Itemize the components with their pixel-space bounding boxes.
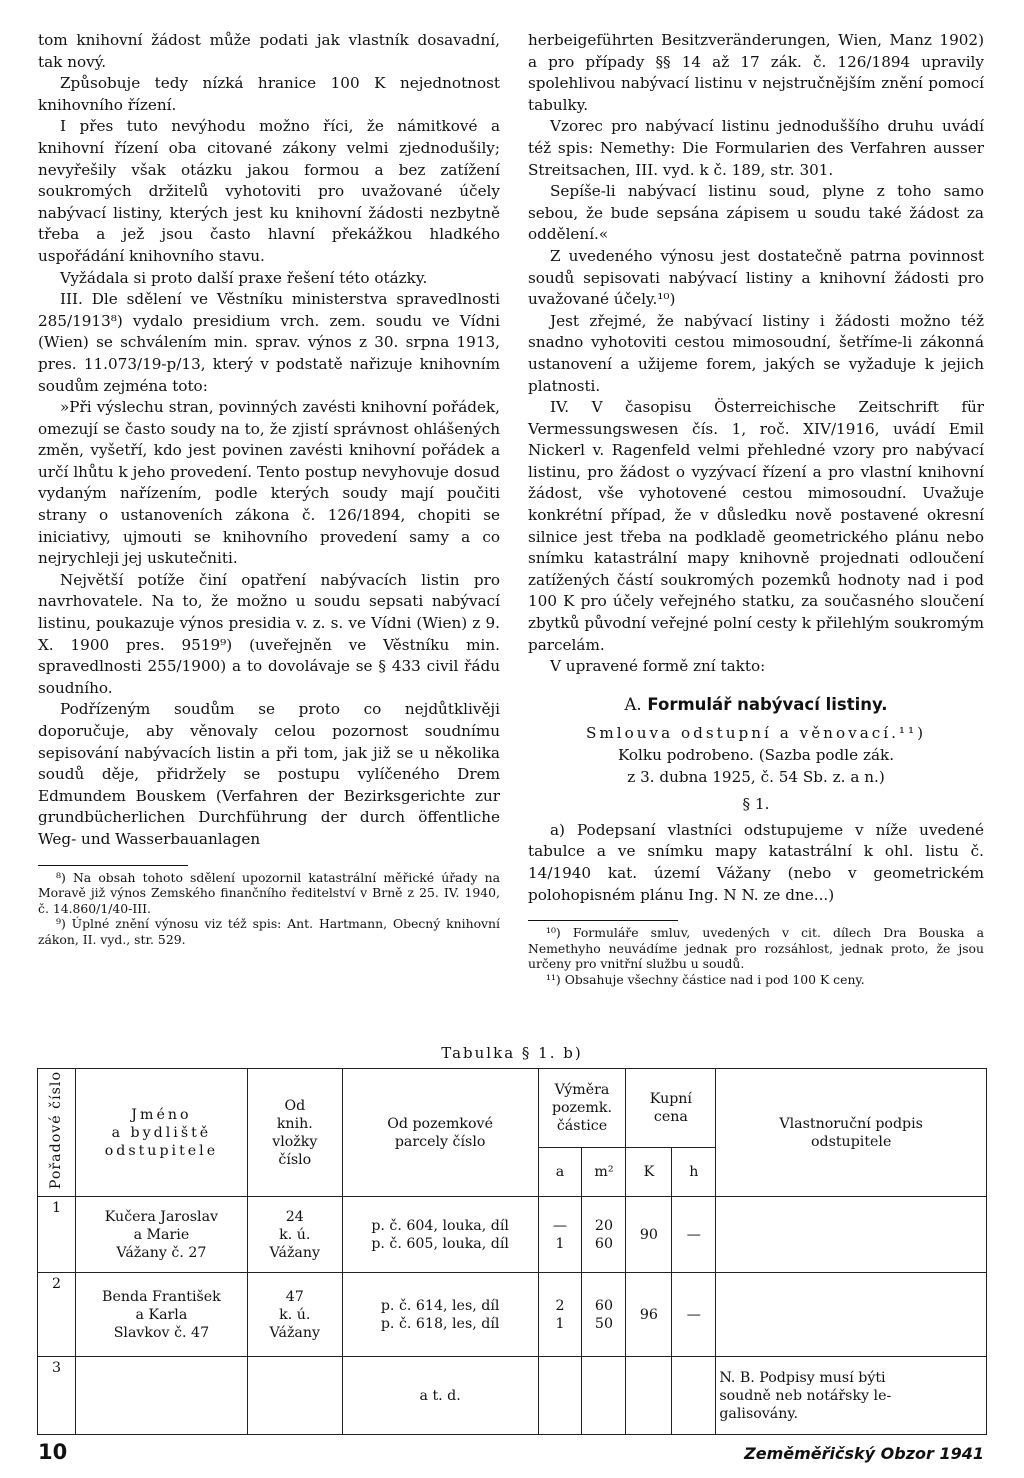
- header-a: a: [538, 1148, 582, 1197]
- paragraph: I přes tuto nevýhodu možno říci, že námitkové a knihovní řízení oba citované zákony velmi zjednodušily; nevyřešily však otázku jakou formou a bez zatížení soukromých držitelů vyhotoviti pro uvažované účely nabývací listiny, kterých jest ku knihovní žádosti nezbytně třeba a jež jsou často hlavní překážkou hladkého uspořádání knihovního stavu.: [38, 117, 500, 265]
- area-a: [538, 1357, 582, 1435]
- table-caption: Tabulka § 1. b): [441, 1044, 583, 1062]
- paragraph: V upravené formě zní takto:: [550, 657, 766, 676]
- paragraph: a) Podepsaní vlastníci odstupujeme v níže uvedené tabulce a ve snímku mapy katastrální k ohl. listu č. 14/1940 kat. území Vážany (nebo v geometrickém polohopisném plánu Ing. N N. ze dne...): [528, 820, 984, 904]
- footnote-10: ¹⁰) Formuláře smluv, uvedených v cit. dílech Dra Bouska a Nemethyho neuvádíme jednak pro rozsáhlost, jednak proto, že jsou určeny pro vnitřní službu u soudů.: [528, 925, 984, 972]
- price-K: 90: [626, 1197, 672, 1273]
- header-price: Kupní cena: [626, 1069, 716, 1148]
- parcels-note: a t. d.: [342, 1357, 538, 1435]
- heading-title: Formulář nabývací listiny.: [647, 694, 888, 714]
- paragraph: Vyžádala si proto další praxe řešení této otázky.: [60, 268, 428, 287]
- signature-cell: [716, 1273, 987, 1357]
- area-m2: [582, 1357, 626, 1435]
- paragraph: Z uvedeného výnosu jest dostatečně patrna povinnost soudů sepisovati nabývací listiny a knihovní žádosti pro uvažované účely.¹⁰): [528, 246, 984, 309]
- price-h: —: [672, 1197, 716, 1273]
- header-order: Pořadové číslo: [38, 1069, 76, 1197]
- footnotes-right: [528, 925, 984, 987]
- paragraph: Jest zřejmé, že nabývací listiny i žádosti možno též snadno vyhotoviti cestou mimosoudní, šetříme-li zákonná ustanovení a užijeme forem, jakých se vyžaduje k jejich platnosti.: [528, 311, 984, 395]
- header-K: K: [626, 1148, 672, 1197]
- owner-name: Benda František a Karla Slavkov č. 47: [75, 1273, 247, 1357]
- stamp-line: z 3. dubna 1925, č. 54 Sb. z. a n.): [627, 767, 885, 786]
- paragraph: III. Dle sdělení ve Věstníku ministerstva spravedlnosti 285/1913⁸) vydalo presidium vrch. zem. soudu ve Vídni (Wien) se schválením min. sprav. výnos z 30. srpna 1913, pres. 11.073/19-p/13, který v podstatě nařizuje knihovním soudům zejména toto:: [38, 290, 500, 395]
- signature-cell: [716, 1197, 987, 1273]
- section-mark: § 1.: [742, 795, 770, 814]
- contract-title: Smlouva odstupní a věnovací.¹¹): [585, 724, 927, 743]
- price-K: 96: [626, 1273, 672, 1357]
- price-K: [626, 1357, 672, 1435]
- paragraph: herbeigeführten Besitzveränderungen, Wien, Manz 1902) a pro případy §§ 14 až 17 zák. č. 126/1894 upravily spolehlivou nabývací listinu v nejstručnějším znění pomocí tabulky.: [528, 31, 984, 114]
- page-number: 10: [38, 1440, 68, 1464]
- table-row: [38, 1197, 987, 1273]
- paragraph: Způsobuje tedy nízká hranice 100 K nejednotnost knihovního řízení.: [38, 74, 500, 114]
- price-h: —: [672, 1273, 716, 1357]
- footnote-8: ⁸) Na obsah tohoto sdělení upozornil katastrální měřické úřady na Moravě již výnos Zemského finančního ředitelství v Brně z 25. IV. 1940, č. 14.860/1/40-III.: [38, 869, 500, 916]
- paragraph: Sepíše-li nabývací listinu soud, plyne z toho samo sebou, že bude sepsána zápisem u soudu také žádost za oddělení.«: [528, 182, 984, 244]
- row-number: 2: [38, 1273, 76, 1357]
- transfer-table: [37, 1068, 987, 1448]
- footnote-9: ⁹) Úplné znění výnosu viz též spis: Ant. Hartmann, Obecný knihovní zákon, II. vyd., str. 529.: [38, 916, 500, 947]
- header-from: Od knih. vložky číslo: [247, 1069, 342, 1197]
- table-row: [38, 1357, 987, 1435]
- area-a: 2 1: [538, 1273, 582, 1357]
- footnotes-left: [38, 870, 500, 948]
- paragraph: Vzorec pro nabývací listinu jednoduššího druhu uvádí též spis: Nemethy: Die Formularien des Verfahren ausser Streitsachen, III. vyd. k č. 189, str. 301.: [528, 117, 984, 179]
- row-number: 1: [38, 1197, 76, 1273]
- parcels: p. č. 614, les, díl p. č. 618, les, díl: [342, 1273, 538, 1357]
- paragraph: tom knihovní žádost může podati jak vlastník dosavadní, tak nový.: [38, 31, 500, 71]
- right-column: [528, 30, 984, 987]
- area-m2: 60 50: [582, 1273, 626, 1357]
- from-entry: [247, 1357, 342, 1435]
- from-entry: 47 k. ú. Vážany: [247, 1273, 342, 1357]
- paragraph: IV. V časopisu Österreichische Zeitschrift für Vermessungswesen čís. 1, roč. XIV/1916, uvádí Emil Nickerl v. Ragenfeld velmi přehledné vzory pro nabývací listinu, pro žádost o vyzývací řízení a pro vlastní knihovní žádost, vše vyhotovené cestou mimosoudní. Uvažuje konkrétní případ, že v důsledku nově postavené okresní silnice jest třeba na podkladě geometrického plánu nebo snímku katastrální mapy knihovně projednati odloučení zatížených částí soukromých pozemků hodnoty nad i pod 100 K pro účely veřejného statku, za současného sloučení zbytků původní veřejné polní cesty k přilehlým soukromým parcelám.: [528, 398, 984, 654]
- heading-label: A.: [624, 694, 642, 714]
- row-number: 3: [38, 1357, 76, 1435]
- signature-note: N. B. Podpisy musí býti soudně neb notářsky le- galisovány.: [716, 1357, 987, 1435]
- journal-title: Zeměměřičský Obzor 1941: [744, 1444, 984, 1463]
- left-column: [38, 30, 500, 947]
- header-area: Výměra pozemk. částice: [538, 1069, 626, 1148]
- paragraph: Podřízeným soudům se proto co nejdůtklivěji doporučuje, aby věnovaly celou pozornost soudnímu sepisování nabývacích listin a při tom, jak již se u několika soudů děje, přidržely se postupu vylíčeného Drem Edmundem Bouskem (Verfahren der Bezirksgerichte zur grundbücherlichen Durchführung der durch öffentliche Weg- und Wasserbauanlagen: [38, 700, 500, 848]
- header-h: h: [672, 1148, 716, 1197]
- owner-name: Kučera Jaroslav a Marie Vážany č. 27: [75, 1197, 247, 1273]
- price-h: [672, 1357, 716, 1435]
- stamp-line: Kolku podrobeno. (Sazba podle zák.: [617, 746, 895, 764]
- paragraph: Největší potíže činí opatření nabývacích listin pro navrhovatele. Na to, že možno u soudu sepsati nabývací listinu, poukazuje výnos presidia v. z. s. ve Vídni (Wien) z 9. X. 1900 pres. 9519⁹) (uveřejněn ve Věstníku min. spravedlnosti 255/1900) a to dovolávaje se § 433 civil řádu soudního.: [38, 570, 500, 697]
- footnote-rule: [38, 865, 188, 866]
- owner-name: [75, 1357, 247, 1435]
- footnote-11: ¹¹) Obsahuje všechny částice nad i pod 100 K ceny.: [546, 971, 865, 987]
- form-heading: [528, 694, 984, 716]
- footnote-rule: [528, 920, 678, 921]
- header-m2: m²: [582, 1148, 626, 1197]
- header-parcel: Od pozemkové parcely číslo: [342, 1069, 538, 1197]
- quote-paragraph: »Při výslechu stran, povinných zavésti knihovní pořádek, omezují se často soudy na to, že zjistí správnost ohlášených změn, vyšetří, kdo jest povinen zavésti knihovní pořádek a určí lhůtu k jeho provedení. Tento postup nevyhovuje dosud vydaným nařízením, podle kterých soudy mají poučiti strany o ustanoveních zákona č. 126/1894, chopiti se iniciativy, ujmouti se knihovního provedení samy a co nejrychleji jej uskutečniti.: [38, 398, 500, 568]
- from-entry: 24 k. ú. Vážany: [247, 1197, 342, 1273]
- table-row: [38, 1273, 987, 1357]
- area-m2: 20 60: [582, 1197, 626, 1273]
- header-signature: Vlastnoruční podpis odstupitele: [716, 1069, 987, 1197]
- parcels: p. č. 604, louka, díl p. č. 605, louka, díl: [342, 1197, 538, 1273]
- header-name: Jméno a bydliště odstupitele: [75, 1069, 247, 1197]
- area-a: — 1: [538, 1197, 582, 1273]
